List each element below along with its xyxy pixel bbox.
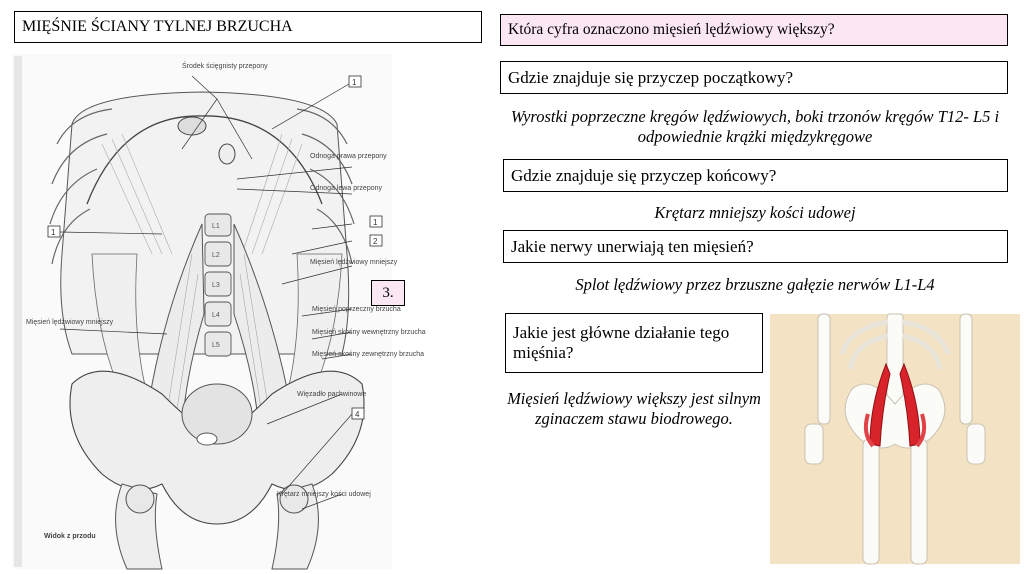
answer-insertion: Krętarz mniejszy kości udowej — [654, 203, 856, 222]
question-text: Która cyfra oznaczono mięsień lędźwiowy większy? — [508, 21, 835, 38]
question-origin — [500, 61, 1008, 94]
question-muscle-number — [500, 14, 1008, 46]
label-transversus: Mięsień poprzeczny brzucha — [312, 306, 401, 313]
vertebra-label: L5 — [212, 342, 220, 349]
label-external-oblique: Mięsień skośny zewnętrzny brzucha — [312, 351, 425, 358]
question-insertion — [503, 159, 1008, 192]
label-internal-oblique: Mięsień skośny wewnętrzny brzucha — [312, 329, 426, 336]
question-text: Gdzie znajduje się przyczep początkowy? — [508, 67, 794, 87]
answer-action: Mięsień lędźwiowy większy jest silnym zginaczem stawu biodrowego. — [507, 389, 761, 428]
answer-origin: Wyrostki poprzeczne kręgów lędźwiowych, boki trzonów kręgów T12- L5 i odpowiednie krążki międzykręgowe — [510, 107, 1000, 146]
label-lesser-trochanter: Krętarz mniejszy kości udowej — [277, 491, 371, 498]
anatomy-diagram — [12, 54, 426, 569]
slide-title — [14, 11, 482, 43]
vertebra-label: L1 — [212, 223, 220, 230]
slide-title-text: MIĘŚNIE ŚCIANY TYLNEJ BRZUCHA — [22, 18, 293, 35]
marker-number: 1 — [373, 218, 378, 227]
label-right-crus: Odnoga prawa przepony — [310, 153, 387, 160]
skeleton-image — [770, 314, 1020, 564]
question-text: Gdzie znajduje się przyczep końcowy? — [511, 165, 777, 185]
label-psoas-minor: Mięsień lędźwiowy mniejszy — [310, 259, 398, 266]
vertebra-label: L3 — [212, 282, 220, 289]
vertebra-label: L2 — [212, 252, 220, 259]
label-psoas-minor-left: Mięsień lędźwiowy mniejszy — [26, 319, 114, 326]
question-text: Jakie nerwy unerwiają ten mięsień? — [511, 236, 754, 256]
question-innervation — [503, 230, 1008, 263]
answer-innervation: Splot lędźwiowy przez brzuszne gałęzie nerwów L1-L4 — [575, 275, 935, 294]
marker-number: 1 — [352, 78, 357, 87]
marker-number: 1 — [51, 228, 56, 237]
marker-number: 4 — [355, 410, 360, 419]
posterior-abdominal-wall-illustration — [12, 54, 426, 569]
psoas-skeleton-illustration — [770, 314, 1020, 564]
answer-marker-3: 3. — [371, 280, 405, 306]
label-inguinal-ligament: Więzadło pachwinowe — [297, 391, 367, 398]
question-text: Jakie jest główne działanie tego mięśnia? — [513, 323, 730, 362]
diagram-caption: Widok z przodu — [44, 533, 96, 540]
label-left-crus: Odnoga lewa przepony — [310, 185, 382, 192]
label-central-tendon: Środek ścięgnisty przepony — [182, 63, 268, 70]
question-action — [505, 313, 763, 373]
marker-number: 2 — [373, 237, 378, 246]
vertebra-label: L4 — [212, 312, 220, 319]
